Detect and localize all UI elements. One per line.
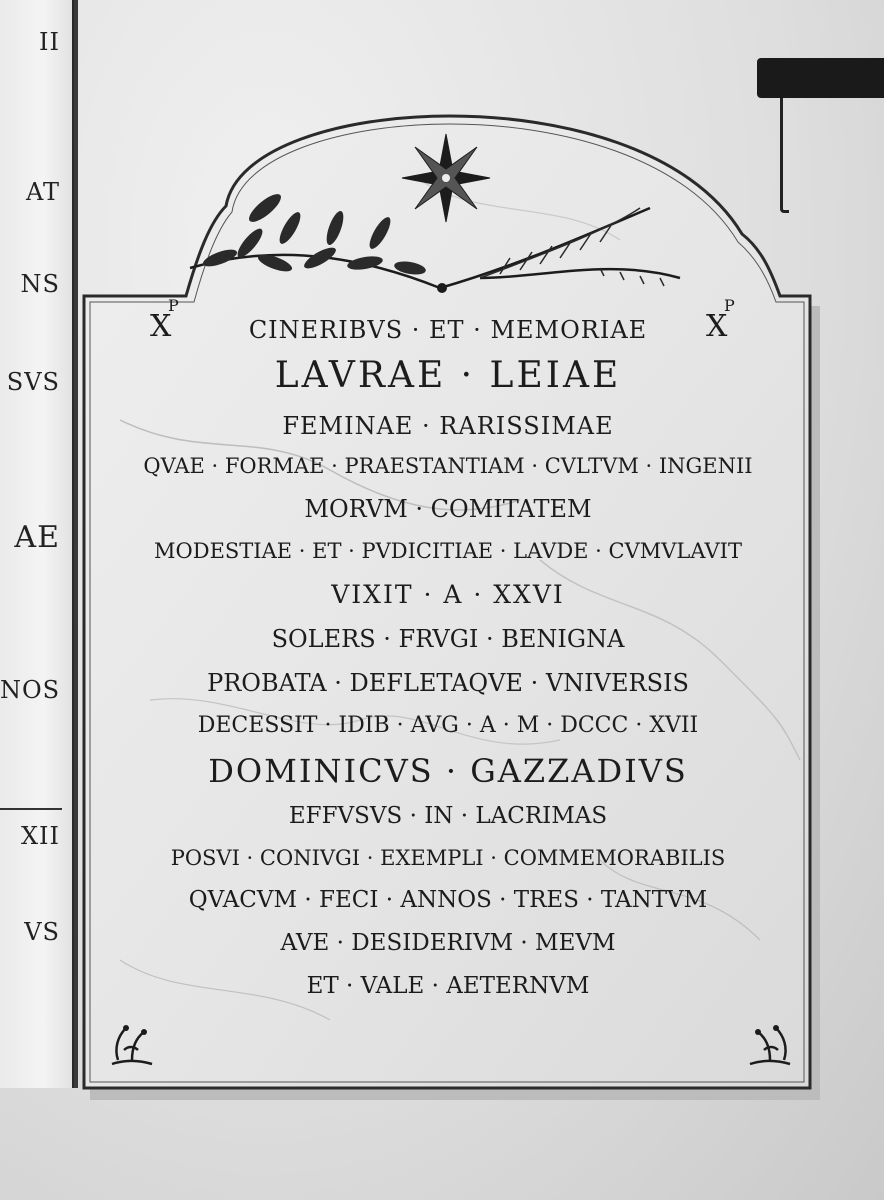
inscription-line: PROBATA · DEFLETAQVE · VNIVERSIS <box>207 669 689 697</box>
inscription-line: DECESSIT · IDIB · AVG · A · M · DCCC · XVII <box>197 713 699 738</box>
fragment-text: AE <box>14 520 60 555</box>
inscription-line: QVAE · FORMAE · PRAESTANTIAM · CVLTVM · INGENII <box>143 454 753 478</box>
floral-ornament-icon <box>104 1020 160 1072</box>
inscription-line: LAVRAE · LEIAE <box>274 355 622 396</box>
inscription-line: CINERIBVS · ET · MEMORIAE <box>248 316 648 344</box>
inscription-line: VIXIT · A · XXVI <box>331 580 565 609</box>
inscription-line: EFFVSVS · IN · LACRIMAS <box>288 803 608 829</box>
chi-rho-p: P <box>168 296 179 315</box>
floral-ornament-icon <box>742 1020 798 1072</box>
inscription-line: QVACVM · FECI · ANNOS · TRES · TANTVM <box>188 887 708 913</box>
inscription-line: MORVM · COMITATEM <box>304 495 592 523</box>
inscription-text <box>90 308 806 998</box>
inscription-line: DOMINICVS · GAZZADIVS <box>208 752 688 790</box>
inscription-line: MODESTIAE · ET · PVDICITIAE · LAVDE · CVMVLAVIT <box>154 539 742 563</box>
fragment-text: SVS <box>6 368 60 396</box>
inscription-line: POSVI · CONIVGI · EXEMPLI · COMMEMORABILIS <box>170 846 726 870</box>
fragment-text: NOS <box>0 676 61 704</box>
inscription-line: SOLERS · FRVGI · BENIGNA <box>271 625 625 653</box>
fragment-text: XII <box>20 822 60 850</box>
chi-rho-p: P <box>724 296 735 315</box>
laurel-branch-icon <box>180 188 700 308</box>
chi-rho-x: X <box>706 309 728 344</box>
inscription-line: FEMINAE · RARISSIMAE <box>282 412 614 440</box>
chi-rho-x: X <box>150 309 172 344</box>
fragment-text: II <box>39 28 60 56</box>
fragment-text: AT <box>25 178 60 206</box>
inscription-line: AVE · DESIDERIVM · MEVM <box>280 930 616 956</box>
fragment-text: VS <box>24 918 60 946</box>
fragment-text: NS <box>20 270 60 298</box>
inscription-line: ET · VALE · AETERNVM <box>306 973 590 999</box>
